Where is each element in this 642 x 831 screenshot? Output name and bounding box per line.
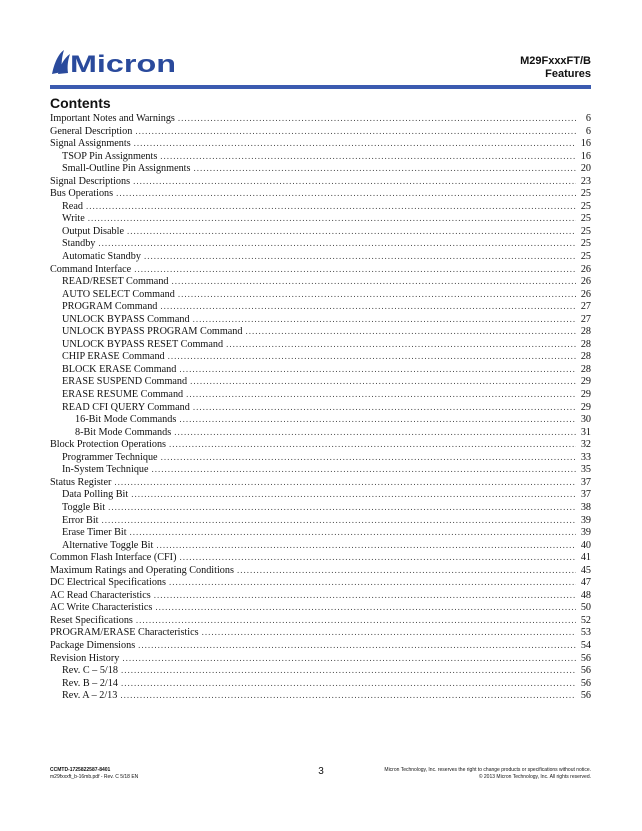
- toc-entry-label[interactable]: Common Flash Interface (CFI): [50, 552, 177, 564]
- toc-entry[interactable]: [50, 263, 591, 276]
- toc-entry-page[interactable]: 41: [580, 552, 591, 564]
- toc-leader-dots: [122, 652, 576, 665]
- toc-entry[interactable]: [50, 551, 591, 564]
- toc-entry-page[interactable]: 30: [580, 414, 591, 426]
- section-title: Features: [545, 68, 591, 80]
- toc-entry-label[interactable]: Small-Outline Pin Assignments: [62, 163, 191, 175]
- toc-entry-page[interactable]: 37: [580, 476, 591, 488]
- footer-rights-1: Micron Technology, Inc. reserves the right to change products or specifications without notice.: [384, 767, 591, 773]
- toc-entry[interactable]: [50, 576, 591, 589]
- toc-leader-dots: [193, 313, 576, 326]
- toc-entry-page[interactable]: 25: [580, 238, 591, 250]
- toc-entry[interactable]: [50, 426, 591, 439]
- toc-entry-page[interactable]: 56: [580, 652, 591, 664]
- toc-entry-page[interactable]: 25: [580, 251, 591, 263]
- toc-entry-label[interactable]: Standby: [62, 238, 96, 250]
- toc-leader-dots: [98, 237, 576, 250]
- page-number: 3: [318, 766, 324, 777]
- toc-entry-page[interactable]: 37: [580, 489, 591, 501]
- toc-entry[interactable]: [50, 187, 591, 200]
- toc-entry-page[interactable]: 39: [580, 527, 591, 539]
- toc-entry-page[interactable]: 28: [580, 351, 591, 363]
- footer-rights-2: © 2013 Micron Technology, Inc. All rights reserved.: [478, 774, 591, 780]
- toc-entry-label[interactable]: Command Interface: [50, 263, 132, 275]
- toc-entry[interactable]: [50, 363, 591, 376]
- toc-entry[interactable]: [50, 288, 591, 301]
- toc-leader-dots: [178, 288, 576, 301]
- toc-entry-page[interactable]: 32: [580, 439, 591, 451]
- toc-entry[interactable]: [50, 501, 591, 514]
- toc-leader-dots: [127, 225, 576, 238]
- footer-right: [384, 767, 591, 781]
- toc-leader-dots: [202, 626, 576, 639]
- toc-leader-dots: [154, 589, 576, 602]
- toc-entry-page[interactable]: 45: [580, 564, 591, 576]
- toc-leader-dots: [135, 125, 576, 138]
- toc-entry-page[interactable]: 53: [580, 627, 591, 639]
- toc-entry-page[interactable]: 56: [580, 665, 591, 677]
- toc-entry[interactable]: [50, 401, 591, 414]
- toc-leader-dots: [133, 175, 576, 188]
- toc-leader-dots: [172, 275, 576, 288]
- header-titles: [520, 55, 591, 81]
- toc-entry[interactable]: [50, 589, 591, 602]
- toc-leader-dots: [193, 162, 576, 175]
- toc-entry-page[interactable]: 25: [580, 188, 591, 200]
- toc-entry[interactable]: [50, 112, 591, 125]
- toc-entry-label[interactable]: READ CFI QUERY Command: [62, 401, 190, 413]
- toc-entry-page[interactable]: 23: [580, 175, 591, 187]
- toc-entry[interactable]: [50, 313, 591, 326]
- toc-leader-dots: [179, 551, 576, 564]
- toc-entry-page[interactable]: 28: [580, 363, 591, 375]
- toc-entry[interactable]: [50, 375, 591, 388]
- toc-entry-label[interactable]: 16-Bit Mode Commands: [75, 414, 177, 426]
- toc-entry-page[interactable]: 16: [580, 138, 591, 150]
- toc-entry-label[interactable]: Rev. B – 2/14: [62, 677, 118, 689]
- toc-entry[interactable]: [50, 626, 591, 639]
- toc-leader-dots: [116, 187, 576, 200]
- toc-entry-page[interactable]: 48: [580, 589, 591, 601]
- toc-entry[interactable]: [50, 652, 591, 665]
- toc-leader-dots: [138, 639, 576, 652]
- toc-entry-label[interactable]: Revision History: [50, 652, 120, 664]
- toc-entry[interactable]: [50, 162, 591, 175]
- toc-entry-label[interactable]: Bus Operations: [50, 188, 114, 200]
- toc-entry[interactable]: [50, 413, 591, 426]
- toc-leader-dots: [237, 564, 576, 577]
- toc-entry-label[interactable]: AUTO SELECT Command: [62, 288, 175, 300]
- toc-leader-dots: [169, 576, 576, 589]
- toc-leader-dots: [155, 601, 576, 614]
- toc-leader-dots: [160, 150, 576, 163]
- footer-ccmtd: CCMTD-1725822587-8401: [50, 767, 111, 773]
- toc-leader-dots: [190, 375, 576, 388]
- toc-leader-dots: [179, 413, 576, 426]
- toc-entry-page[interactable]: 40: [580, 539, 591, 551]
- toc-leader-dots: [102, 514, 577, 527]
- toc-leader-dots: [134, 137, 576, 150]
- toc-entry-label[interactable]: READ/RESET Command: [62, 276, 169, 288]
- toc-leader-dots: [246, 325, 577, 338]
- doc-title: M29FxxxFT/B: [520, 55, 591, 67]
- logo-wordmark: Micron: [70, 51, 176, 78]
- toc-entry[interactable]: [50, 150, 591, 163]
- toc-leader-dots: [120, 689, 576, 702]
- toc-entry-page[interactable]: 28: [580, 338, 591, 350]
- toc-entry-label[interactable]: Alternative Toggle Bit: [62, 539, 154, 551]
- toc-leader-dots: [168, 350, 576, 363]
- toc-entry-page[interactable]: 56: [580, 690, 591, 702]
- toc-entry[interactable]: [50, 476, 591, 489]
- toc-entry-label[interactable]: UNLOCK BYPASS Command: [62, 313, 190, 325]
- toc-entry-label[interactable]: Write: [62, 213, 85, 225]
- toc-entry-page[interactable]: 39: [580, 514, 591, 526]
- toc-entry-label[interactable]: Package Dimensions: [50, 639, 136, 651]
- toc-entry-page[interactable]: 26: [580, 288, 591, 300]
- toc-entry-label[interactable]: Signal Assignments: [50, 138, 131, 150]
- toc-leader-dots: [186, 388, 576, 401]
- toc-entry-page[interactable]: 33: [580, 451, 591, 463]
- toc-leader-dots: [131, 488, 576, 501]
- toc-entry-page[interactable]: 29: [580, 401, 591, 413]
- toc-entry[interactable]: [50, 250, 591, 263]
- toc-entry-page[interactable]: 31: [580, 426, 591, 438]
- toc-entry-page[interactable]: 6: [585, 113, 591, 124]
- toc-entry-page[interactable]: 35: [580, 464, 591, 476]
- toc-entry-label[interactable]: Read: [62, 200, 83, 212]
- toc-leader-dots: [136, 614, 576, 627]
- toc-leader-dots: [193, 401, 576, 414]
- toc-entry[interactable]: [50, 338, 591, 351]
- toc-entry-label[interactable]: Maximum Ratings and Operating Conditions: [50, 564, 234, 576]
- table-of-contents: [50, 112, 591, 702]
- toc-entry-label[interactable]: Output Disable: [62, 225, 124, 237]
- toc-entry-label[interactable]: UNLOCK BYPASS RESET Command: [62, 338, 224, 350]
- toc-leader-dots: [121, 664, 576, 677]
- toc-entry-page[interactable]: 25: [580, 225, 591, 237]
- toc-entry[interactable]: [50, 275, 591, 288]
- toc-entry-label[interactable]: PROGRAM/ERASE Characteristics: [50, 627, 199, 639]
- toc-entry-label[interactable]: Block Protection Operations: [50, 439, 167, 451]
- toc-entry[interactable]: [50, 225, 591, 238]
- toc-entry-label[interactable]: Data Polling Bit: [62, 489, 129, 501]
- header-rule: [50, 85, 591, 89]
- toc-entry[interactable]: [50, 200, 591, 213]
- toc-leader-dots: [108, 501, 576, 514]
- toc-entry-page[interactable]: 47: [580, 577, 591, 589]
- toc-leader-dots: [161, 451, 576, 464]
- toc-entry-page[interactable]: 29: [580, 376, 591, 388]
- footer-file: m29fxxxft_b-16mb.pdf - Rev. C 5/18 EN: [50, 774, 139, 780]
- toc-leader-dots: [86, 200, 576, 213]
- toc-entry-page[interactable]: 20: [580, 163, 591, 175]
- toc-entry[interactable]: [50, 212, 591, 225]
- toc-entry[interactable]: [50, 539, 591, 552]
- toc-entry-label[interactable]: DC Electrical Specifications: [50, 577, 166, 589]
- toc-entry[interactable]: [50, 639, 591, 652]
- toc-entry-label[interactable]: Rev. A – 2/13: [62, 690, 118, 702]
- toc-entry[interactable]: [50, 175, 591, 188]
- toc-entry-page[interactable]: 6: [585, 125, 591, 137]
- toc-entry-page[interactable]: 28: [580, 326, 591, 338]
- toc-entry[interactable]: [50, 614, 591, 627]
- toc-entry-page[interactable]: 25: [580, 213, 591, 225]
- toc-entry-label[interactable]: BLOCK ERASE Command: [62, 363, 177, 375]
- toc-entry[interactable]: [50, 438, 591, 451]
- toc-entry-page[interactable]: 25: [580, 200, 591, 212]
- contents-heading: Contents: [50, 95, 111, 111]
- toc-entry-label[interactable]: Error Bit: [62, 514, 99, 526]
- toc-entry-label[interactable]: In-System Technique: [62, 464, 149, 476]
- toc-leader-dots: [160, 300, 576, 313]
- toc-leader-dots: [156, 539, 576, 552]
- toc-leader-dots: [169, 438, 576, 451]
- toc-entry-page[interactable]: 16: [580, 150, 591, 162]
- toc-entry-label[interactable]: General Description: [50, 125, 133, 137]
- toc-entry-label[interactable]: Erase Timer Bit: [62, 527, 127, 539]
- toc-entry-label[interactable]: Important Notes and Warnings: [50, 113, 175, 124]
- toc-entry[interactable]: [50, 564, 591, 577]
- toc-entry-label[interactable]: ERASE RESUME Command: [62, 389, 184, 401]
- toc-entry[interactable]: [50, 350, 591, 363]
- toc-entry-page[interactable]: 52: [580, 614, 591, 626]
- toc-entry[interactable]: [50, 689, 591, 702]
- toc-entry[interactable]: [50, 488, 591, 501]
- toc-leader-dots: [178, 112, 576, 125]
- toc-entry-label[interactable]: Rev. C – 5/18: [62, 665, 118, 677]
- toc-entry-label[interactable]: PROGRAM Command: [62, 301, 158, 313]
- toc-entry[interactable]: [50, 300, 591, 313]
- toc-entry-label[interactable]: Automatic Standby: [62, 251, 141, 263]
- toc-entry[interactable]: [50, 388, 591, 401]
- toc-entry-label[interactable]: Reset Specifications: [50, 614, 133, 626]
- toc-entry-page[interactable]: 54: [580, 639, 591, 651]
- toc-entry[interactable]: [50, 237, 591, 250]
- toc-entry-label[interactable]: Programmer Technique: [62, 451, 158, 463]
- toc-entry-label[interactable]: CHIP ERASE Command: [62, 351, 165, 363]
- toc-entry[interactable]: [50, 526, 591, 539]
- toc-leader-dots: [134, 263, 576, 276]
- toc-entry-label[interactable]: Signal Descriptions: [50, 175, 131, 187]
- toc-entry-page[interactable]: 50: [580, 602, 591, 614]
- toc-entry-label[interactable]: AC Read Characteristics: [50, 589, 151, 601]
- toc-entry-label[interactable]: UNLOCK BYPASS PROGRAM Command: [62, 326, 243, 338]
- toc-leader-dots: [130, 526, 576, 539]
- toc-entry-label[interactable]: TSOP Pin Assignments: [62, 150, 158, 162]
- toc-entry[interactable]: [50, 451, 591, 464]
- toc-entry-page[interactable]: 29: [580, 389, 591, 401]
- toc-entry[interactable]: [50, 514, 591, 527]
- toc-leader-dots: [152, 463, 576, 476]
- toc-entry[interactable]: [50, 125, 591, 138]
- toc-entry-label[interactable]: Status Register: [50, 476, 112, 488]
- toc-entry[interactable]: [50, 664, 591, 677]
- toc-leader-dots: [179, 363, 576, 376]
- toc-entry[interactable]: [50, 601, 591, 614]
- micron-logo: [50, 46, 180, 80]
- toc-leader-dots: [88, 212, 576, 225]
- toc-entry-label[interactable]: Toggle Bit: [62, 501, 106, 513]
- toc-entry-page[interactable]: 26: [580, 263, 591, 275]
- toc-entry-page[interactable]: 27: [580, 301, 591, 313]
- toc-entry-label[interactable]: 8-Bit Mode Commands: [75, 426, 172, 438]
- toc-leader-dots: [144, 250, 576, 263]
- toc-leader-dots: [174, 426, 576, 439]
- toc-entry[interactable]: [50, 677, 591, 690]
- toc-entry-label[interactable]: ERASE SUSPEND Command: [62, 376, 188, 388]
- toc-leader-dots: [114, 476, 576, 489]
- toc-entry[interactable]: [50, 137, 591, 150]
- toc-entry-page[interactable]: 38: [580, 501, 591, 513]
- toc-leader-dots: [226, 338, 576, 351]
- toc-leader-dots: [121, 677, 576, 690]
- toc-entry-page[interactable]: 27: [580, 313, 591, 325]
- toc-entry-label[interactable]: AC Write Characteristics: [50, 602, 153, 614]
- toc-entry[interactable]: [50, 325, 591, 338]
- toc-entry[interactable]: [50, 463, 591, 476]
- toc-entry-page[interactable]: 56: [580, 677, 591, 689]
- toc-entry-page[interactable]: 26: [580, 276, 591, 288]
